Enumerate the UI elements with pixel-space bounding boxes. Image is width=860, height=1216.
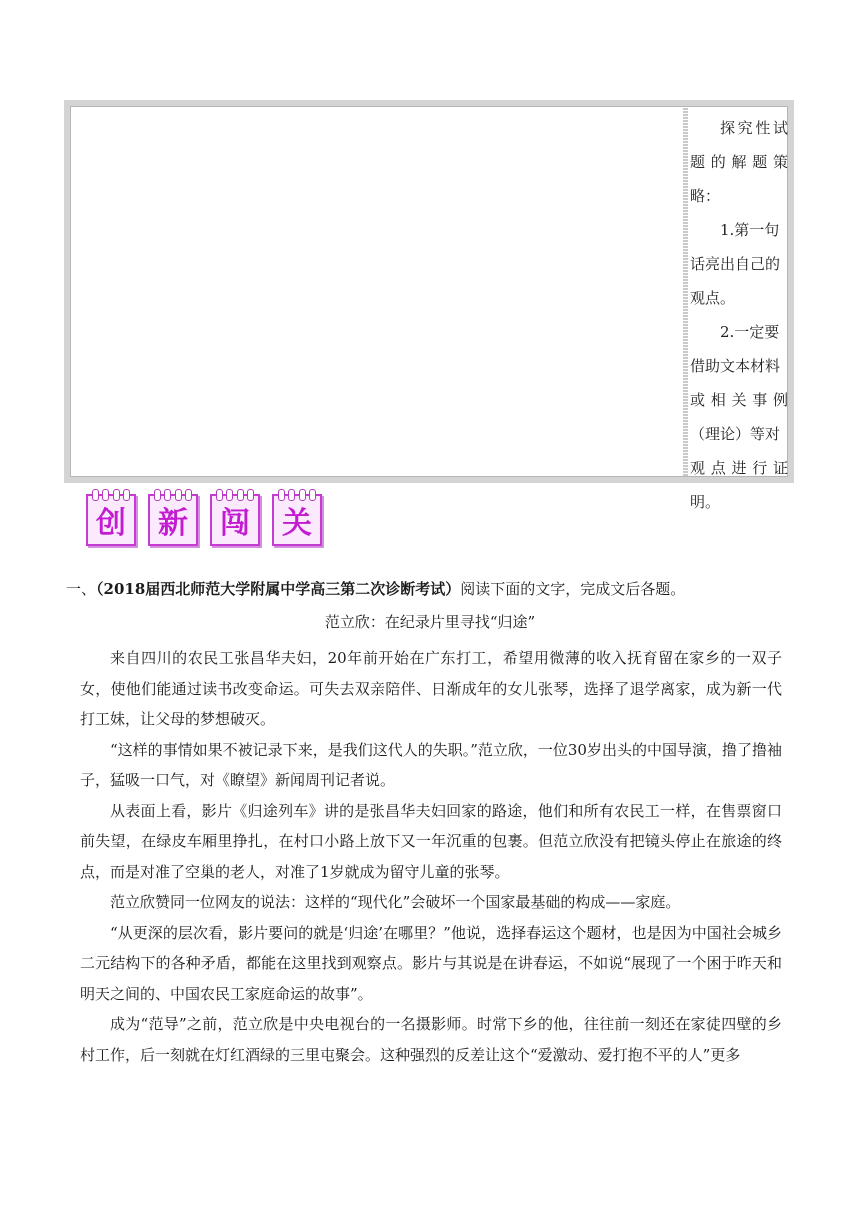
- question-source: （2018届西北师范大学附属中学高三第二次诊断考试）: [96, 580, 461, 598]
- article-paragraph-1: 来自四川的农民工张昌华夫妇，20年前开始在广东打工，希望用微薄的收入抚育留在家乡的一双子女，使他们能通过读书改变命运。可失去双亲陪伴、日渐成年的女儿张琴，选择了退学离家，成为新一代打工妹，让父母的梦想破灭。: [80, 649, 782, 728]
- question-heading: [66, 577, 685, 601]
- strategy-line-2: 题的解题策略：: [690, 153, 788, 205]
- strategy-box: [64, 100, 794, 511]
- article-paragraph-6: 成为“范导”之前，范立欣是中央电视台的一名摄影师。时常下乡的他，往往前一刻还在家徒四壁的乡村工作，后一刻就在灯红酒绿的三里屯聚会。这种强烈的反差让这个“爱激动、爱打抱不平的人”更多: [80, 1015, 782, 1064]
- strategy-line-3: 1.第一句: [720, 221, 780, 239]
- strategy-divider: [683, 107, 688, 476]
- binder-rings-icon: [92, 489, 130, 499]
- strategy-line-7: 借助文本材料: [690, 357, 781, 375]
- banner-tile-2: [148, 494, 198, 546]
- binder-rings-icon: [278, 489, 316, 499]
- question-number: 一、: [66, 580, 97, 598]
- article-title: 范立欣：在纪录片里寻找“归途”: [324, 613, 536, 631]
- banner-tile-3: [210, 494, 260, 546]
- banner-char-3: 闯: [220, 506, 250, 541]
- strategy-line-10: 观点进行证: [690, 459, 788, 477]
- strategy-line-6: 2.一定要: [720, 323, 780, 341]
- banner-char-2: 新: [158, 506, 188, 541]
- strategy-line-4: 话亮出自己的: [690, 255, 781, 273]
- section-banner: [86, 494, 322, 546]
- strategy-note: [690, 111, 788, 519]
- banner-char-4: 关: [282, 506, 312, 541]
- banner-char-1: 创: [96, 506, 126, 541]
- strategy-box-inner: [70, 106, 788, 511]
- binder-rings-icon: [154, 489, 192, 499]
- article-body: [80, 643, 782, 1070]
- strategy-line-5: 观点。: [690, 289, 736, 307]
- article-paragraph-2: “这样的事情如果不被记录下来，是我们这代人的失职。”范立欣，一位30岁出头的中国导演，撸了撸袖子，猛吸一口气，对《瞭望》新闻周刊记者说。: [80, 740, 782, 789]
- banner-tile-1: [86, 494, 136, 546]
- banner-tile-4: [272, 494, 322, 546]
- article-paragraph-4: 范立欣赞同一位网友的说法：这样的“现代化”会破坏一个国家最基础的构成——家庭。: [110, 893, 681, 911]
- strategy-line-9: （理论）等对: [690, 425, 781, 443]
- question-instruction: 阅读下面的文字，完成文后各题。: [460, 580, 686, 598]
- strategy-line-1: 探究性试: [720, 119, 788, 137]
- strategy-line-11: 明。: [690, 493, 721, 511]
- article-paragraph-3: 从表面上看，影片《归途列车》讲的是张昌华夫妇回家的路途，他们和所有农民工一样，在售票窗口前失望，在绿皮车厢里挣扎，在村口小路上放下又一年沉重的包裹。但范立欣没有把镜头停止在旅途的终点，而是对准了空巢的老人，对准了1岁就成为留守儿童的张琴。: [80, 801, 782, 881]
- strategy-line-8: 或相关事例: [690, 391, 788, 409]
- article-paragraph-5: “从更深的层次看，影片要问的就是‘归途’在哪里？”他说，选择春运这个题材，也是因为中国社会城乡二元结构下的各种矛盾，都能在这里找到观察点。影片与其说是在讲春运，不如说“展现了一个困于昨天和明天之间的、中国农民工家庭命运的故事”。: [80, 923, 782, 1003]
- binder-rings-icon: [216, 489, 254, 499]
